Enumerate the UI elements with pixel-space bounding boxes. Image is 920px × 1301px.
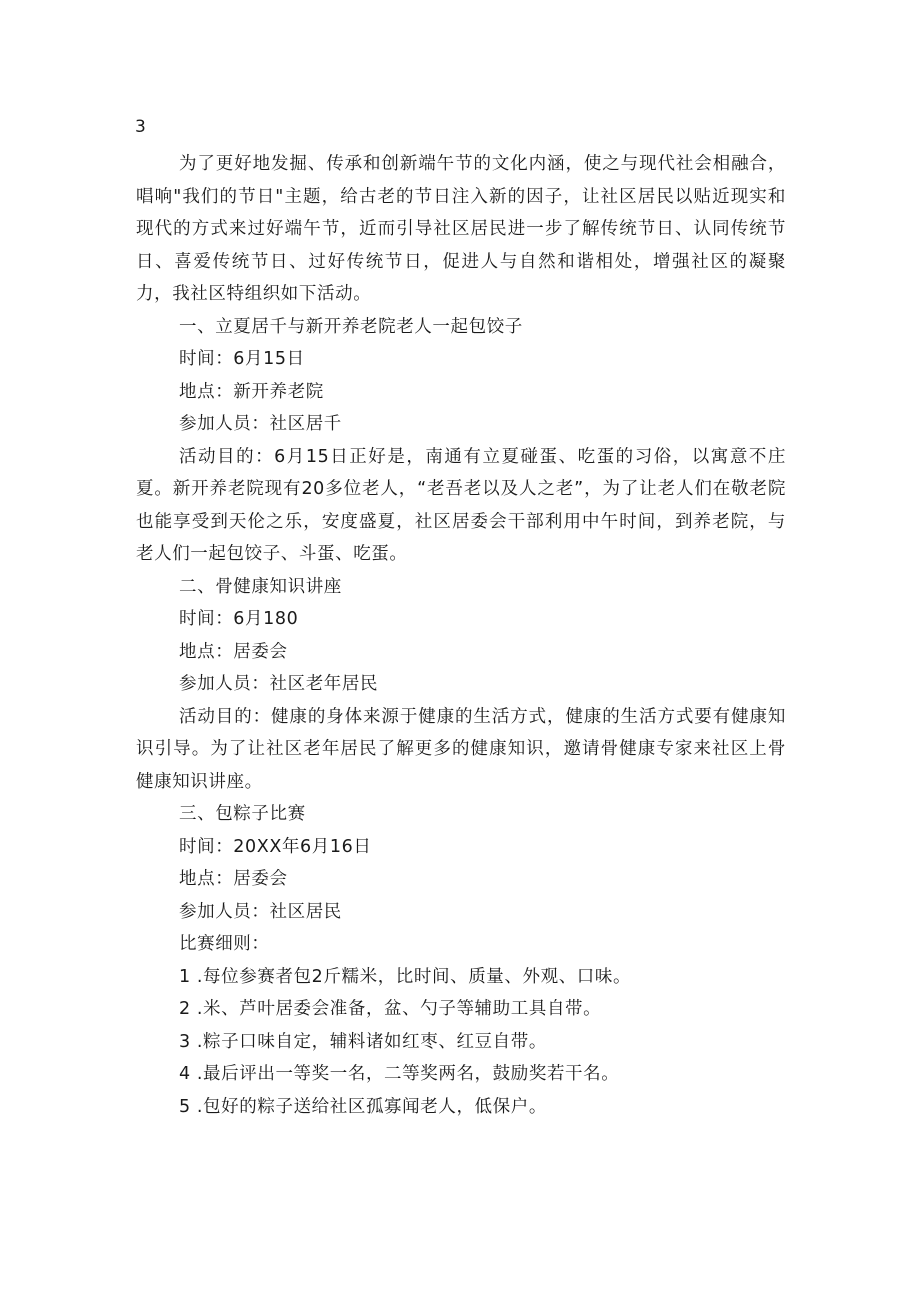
section-3-rules-title: 比赛细则：: [179, 934, 270, 954]
document-body: [136, 148, 786, 1123]
section-2-heading: 二、骨健康知识讲座: [179, 576, 342, 597]
section-1-participants: 参加人员：社区居千: [179, 414, 342, 434]
page-number: 3: [135, 117, 146, 137]
section-3-participants: 参加人员：社区居民: [179, 901, 342, 922]
rule-item-1: 1 .每位参赛者包2斤糯米，比时间、质量、外观、口味。: [179, 966, 632, 987]
section-1-heading: 一、立夏居千与新开养老院老人一起包饺子: [179, 316, 523, 337]
rule-item-4: 4 .最后评出一等奖一名，二等奖两名，鼓励奖若干名。: [179, 1064, 620, 1084]
section-3-heading: 三、包粽子比赛: [179, 804, 306, 824]
section-2-participants: 参加人员：社区老年居民: [179, 674, 379, 694]
section-3-time: 时间：20XX年6月16日: [179, 836, 372, 857]
section-2-time: 时间：6月180: [179, 609, 299, 629]
section-2-purpose: 活动目的：健康的身体来源于健康的生活方式，健康的生活方式要有健康知识引导。为了让社区老年居民了解更多的健康知识，邀请骨健康专家来社区上骨健康知识讲座。: [136, 706, 786, 792]
section-1-place: 地点：新开养老院: [179, 381, 324, 402]
intro-paragraph: 为了更好地发掘、传承和创新端午节的文化内涵，使之与现代社会相融合，唱响"我们的节日"主题，给古老的节日注入新的因子，让社区居民以贴近现实和现代的方式来过好端午节，近而引导社区居民进一步了解传统节日、认同传统节日、喜爱传统节日、过好传统节日，促进人与自然和谐相处，增强社区的凝聚力，我社区特组织如下活动。: [136, 154, 786, 304]
section-1-purpose: 活动目的：6月15日正好是，南通有立夏碰蛋、吃蛋的习俗，以寓意不庄夏。新开养老院现有20多位老人，“老吾老以及人之老”，为了让老人们在敬老院也能享受到天伦之乐，安度盛夏，社区居委会干部利用中午时间，到养老院，与老人们一起包饺子、斗蛋、吃蛋。: [136, 446, 786, 564]
section-3-place: 地点：居委会: [179, 869, 288, 889]
section-1-time: 时间：6月15日: [179, 349, 305, 369]
section-2-place: 地点：居委会: [179, 641, 288, 662]
rule-item-2: 2 .米、芦叶居委会准备，盆、勺子等辅助工具自带。: [179, 999, 602, 1019]
rule-item-3: 3 .粽子口味自定，辅料诸如红枣、红豆自带。: [179, 1031, 547, 1052]
rule-item-5: 5 .包好的粽子送给社区孤寡闻老人，低保户。: [179, 1096, 547, 1117]
